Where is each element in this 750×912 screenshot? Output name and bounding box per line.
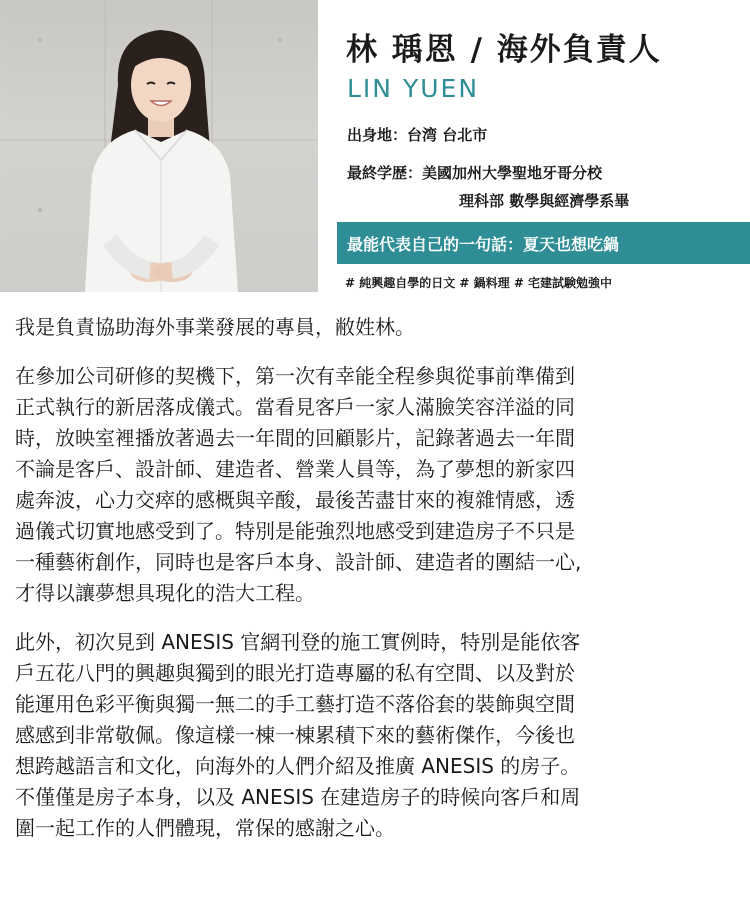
profile-body (15, 312, 735, 862)
profile-photo (0, 0, 318, 292)
paragraph-line: 處奔波，心力交瘁的感概與辛酸，最後苦盡甘來的複雜情感，透 (15, 488, 575, 512)
paragraph-line: 感感到非常敬佩。像這樣一棟一棟累積下來的藝術傑作，今後也 (15, 723, 575, 747)
paragraph-ceremony (15, 361, 735, 609)
education-text: 最終学歴：美國加州大學聖地牙哥分校 (347, 164, 603, 182)
paragraph-line: 過儀式切實地感受到了。特別是能強烈地感受到建造房子不只是 (15, 519, 575, 543)
paragraph-line: 不論是客戶、設計師、建造者、營業人員等，為了夢想的新家四 (15, 457, 575, 481)
paragraph-line: 不僅僅是房子本身，以及 ANESIS 在建造房子的時候向客戶和周 (15, 785, 581, 809)
hashtag-list: # 純興趣自學的日文 # 鍋料理 # 宅建試験勉強中 (345, 276, 613, 290)
paragraph-line: 圍一起工作的人們體現，常保的感謝之心。 (15, 816, 395, 840)
motto-banner (337, 222, 750, 264)
paragraph-line: 時，放映室裡播放著過去一年間的回顧影片，記錄著過去一年間 (15, 426, 575, 450)
paragraph-line: 正式執行的新居落成儀式。當看見客戶一家人滿臉笑容洋溢的同 (15, 395, 575, 419)
birthplace-text: 出身地：台湾 台北市 (347, 126, 488, 144)
paragraph-line: 在參加公司研修的契機下，第一次有幸能全程參與從事前準備到 (15, 364, 575, 388)
paragraph-intro (15, 312, 735, 343)
portrait-illustration (0, 0, 318, 292)
paragraph-line: 此外，初次見到 ANESIS 官網刊登的施工實例時，特別是能依客 (15, 630, 581, 654)
motto-text: 最能代表自己的一句話：夏天也想吃鍋 (347, 235, 620, 254)
paragraph-line: 戶五花八門的興趣與獨到的眼光打造專屬的私有空間、以及對於 (15, 661, 575, 685)
paragraph-line: 一種藝術創作，同時也是客戶本身、設計師、建造者的團結一心, (15, 550, 582, 574)
paragraph-line: 才得以讓夢想具現化的浩大工程。 (15, 581, 315, 605)
education-text-line2: 理科部 數學與經濟學系畢 (459, 192, 630, 210)
profile-name-en: LIN YUEN (347, 74, 480, 103)
profile-name-zh: 林 瑀恩 / 海外負責人 (346, 32, 662, 68)
paragraph-line: 能運用色彩平衡與獨一無二的手工藝打造不落俗套的裝飾與空間 (15, 692, 575, 716)
profile-header (0, 0, 750, 292)
paragraph-anesis (15, 627, 735, 844)
paragraph-line: 想跨越語言和文化，向海外的人們介紹及推廣 ANESIS 的房子。 (15, 754, 581, 778)
paragraph-line: 我是負責協助海外事業發展的專員，敝姓林。 (15, 315, 415, 339)
